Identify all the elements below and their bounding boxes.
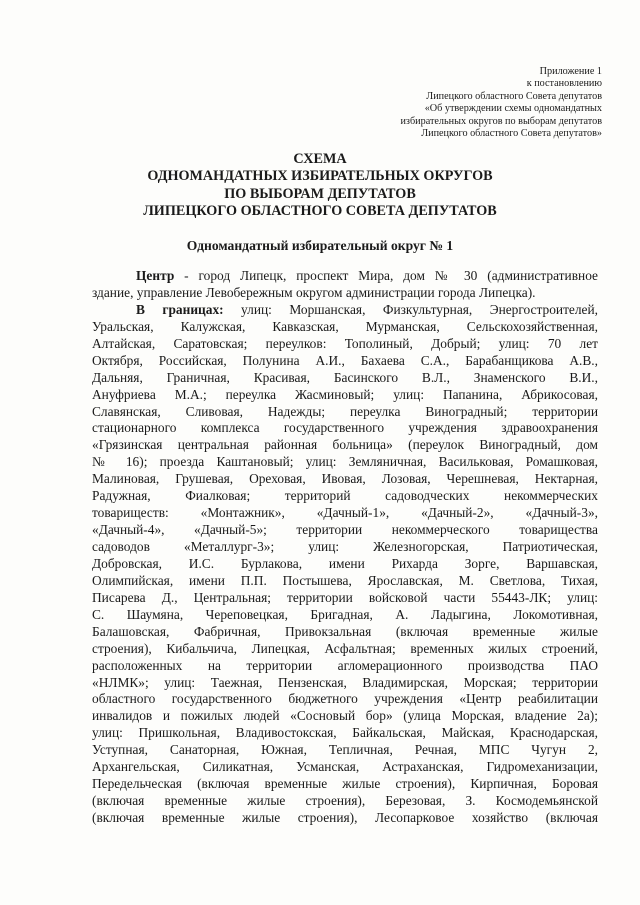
bounds-line: Олимпийская, имени П.П. Постышева, Ярославская, М. Светлова, Тихая, — [92, 572, 598, 588]
appendix-line: Приложение 1 — [539, 66, 602, 77]
bounds-line: Алтайская, Саратовская; переулков: Тополиный, Добрый; улиц: 70 лет — [92, 335, 598, 351]
title-line: ПО ВЫБОРАМ ДЕПУТАТОВ — [224, 185, 416, 202]
bounds-lines — [92, 319, 598, 827]
appendix-line: Липецкого областного Совета депутатов — [426, 90, 602, 102]
appendix-line: «Об утверждении схемы одномандатных — [424, 103, 602, 115]
bounds-line: Уральская, Калужская, Кавказская, Мурманская, Сельскохозяйственная, — [92, 318, 598, 334]
bounds-line: улиц: Пришкольная, Владивостокская, Байкальская, Майская, Краснодарская, — [92, 725, 598, 741]
bounds-line: (включая временные жилые строения), Березовая, З. Космодемьянской — [92, 793, 598, 809]
bounds-line: С. Шаумяна, Череповецкая, Бригадная, А. Ладыгина, Локомотивная, — [92, 606, 598, 622]
bounds-line: строения), Кибальчича, Липецкая, Асфальтная; временных жилых строений, — [92, 640, 598, 656]
bounds-line: Добровская, И.С. Бурлакова, имени Рихарда Зорге, Варшавская, — [92, 555, 598, 571]
bounds-line: областного государственного бюджетного учреждения «Центр реабилитации — [92, 691, 598, 707]
title-line: ОДНОМАНДАТНЫХ ИЗБИРАТЕЛЬНЫХ ОКРУГОВ — [147, 168, 493, 185]
bounds-line: «Грязинская центральная районная больница» (переулок Виноградный, дом — [92, 437, 598, 453]
district-heading: Одномандатный избирательный округ № 1 — [186, 238, 454, 253]
center-line-2: здание, управление Левобережным округом администрации города Липецка). — [92, 284, 536, 300]
district-description — [92, 268, 598, 827]
bounds-line: Малиновая, Грушевая, Ореховая, Ивовая, Лозовая, Черешневая, Нектарная, — [92, 471, 598, 487]
center-line — [92, 268, 598, 285]
bounds-line: расположенных на территории агломерационного производства ПАО — [92, 657, 598, 673]
appendix-line: к постановлению — [526, 78, 602, 90]
bounds-text: улиц: Моршанская, Физкультурная, Энергостроителей, — [223, 301, 598, 317]
bounds-line: товариществ: «Монтажник», «Дачный-1», «Дачный-2», «Дачный-3», — [92, 505, 598, 521]
bounds-line: Ануфриева М.А.; переулка Жасминовый; улиц: Папанина, Абрикосовая, — [92, 386, 598, 402]
bounds-line: стационарного комплекса государственного учреждения здравоохранения — [92, 420, 598, 436]
bounds-first-line — [92, 302, 598, 319]
bounds-line: (включая временные жилые строения), Лесопарковое хозяйство (включая — [92, 810, 598, 826]
appendix-block — [272, 66, 602, 140]
bounds-line: садоводов «Металлург-3»; улиц: Железногорская, Патриотическая, — [92, 539, 598, 555]
bounds-line: № 16); проезда Каштановый; улиц: Земляничная, Васильковая, Ромашковая, — [92, 454, 598, 470]
bounds-line: инвалидов и пожилых людей «Сосновый бор» (улица Морская, владение 2а); — [92, 708, 598, 724]
title-line: ЛИПЕЦКОГО ОБЛАСТНОГО СОВЕТА ДЕПУТАТОВ — [143, 203, 497, 220]
appendix-line: Липецкого областного Совета депутатов» — [421, 128, 602, 140]
bounds-line: Радужная, Фиалковая; территорий садоводческих некоммерческих — [92, 488, 598, 504]
bounds-line: Балашовская, Фабричная, Привокзальная (включая временные жилые — [92, 623, 598, 639]
bounds-line: «НЛМК»; улиц: Таежная, Пензенская, Владимирская, Морская; территории — [92, 674, 598, 690]
bounds-line: Передельческая (включая временные жилые строения), Кирпичная, Боровая — [92, 776, 598, 792]
title-line: СХЕМА — [293, 151, 347, 167]
bounds-line: Уступная, Санаторная, Южная, Тепличная, Речная, МПС Чугун 2, — [92, 742, 598, 758]
center-label: Центр — [136, 268, 175, 283]
bounds-line: Дальняя, Граничная, Красивая, Басинского В.Л., Знаменского В.И., — [92, 369, 598, 385]
bounds-line: Октября, Российская, Полунина А.И., Бахаева С.А., Барабанщикова А.В., — [92, 352, 598, 368]
center-text: - город Липецк, проспект Мира, дом № 30 (административное — [174, 268, 598, 283]
bounds-label: В границах: — [136, 301, 224, 317]
appendix-line: избирательных округов по выборам депутатов — [400, 115, 602, 127]
document-title — [0, 151, 640, 221]
bounds-line: Писарева Д., Центральная; территории войсковой части 55443-ЛК; улиц: — [92, 589, 598, 605]
bounds-line: «Дачный-4», «Дачный-5»; территории некоммерческого товарищества — [92, 522, 598, 538]
bounds-line: Славянская, Сливовая, Надежды; переулка Виноградный; территории — [92, 403, 598, 419]
bounds-line: Архангельская, Силикатная, Усманская, Астраханская, Гидромеханизации, — [92, 759, 598, 775]
